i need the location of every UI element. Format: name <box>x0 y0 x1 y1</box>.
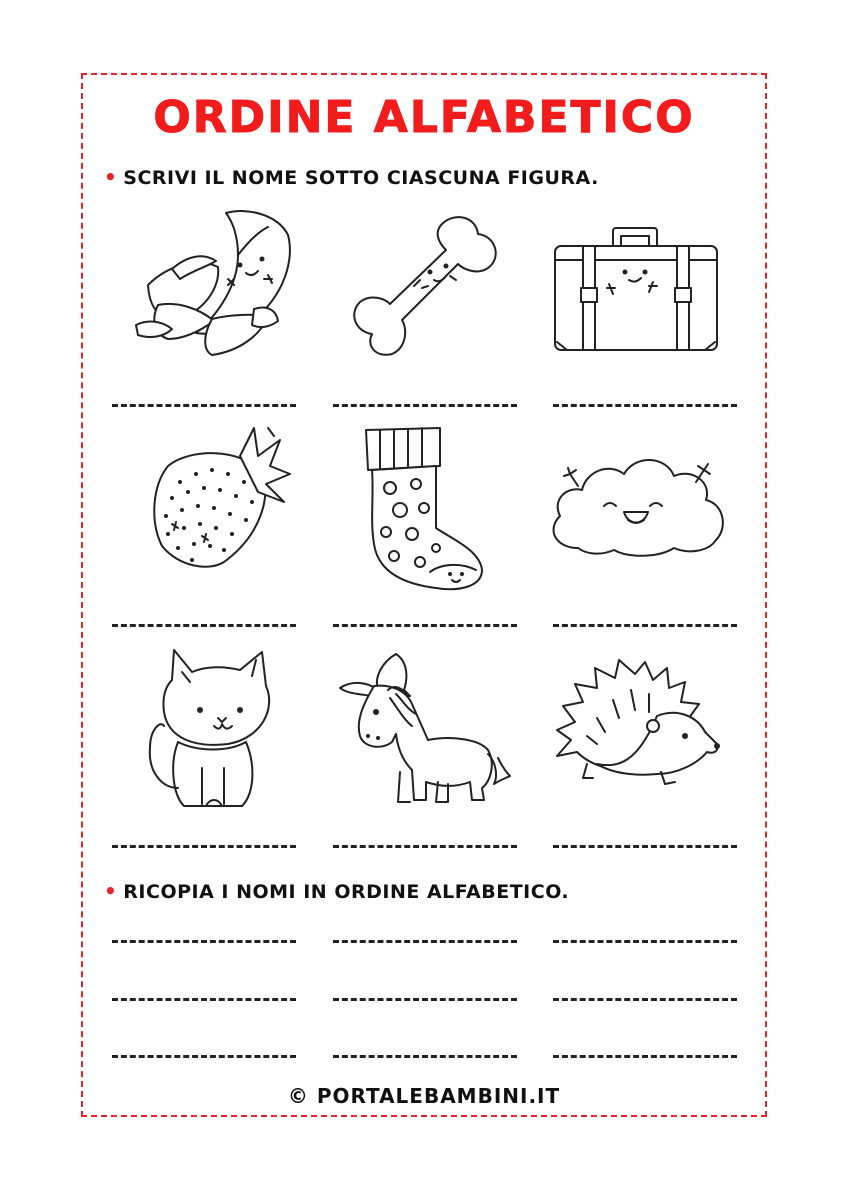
answer-line[interactable] <box>112 845 296 848</box>
cloud-icon <box>548 448 728 560</box>
suitcase-icon <box>553 226 719 356</box>
copy-line[interactable] <box>333 1055 517 1058</box>
instruction-write-names-text: SCRIVI IL NOME SOTTO CIASCUNA FIGURA. <box>123 167 599 189</box>
answer-line[interactable] <box>333 404 517 407</box>
answer-line[interactable] <box>553 845 737 848</box>
answer-line[interactable] <box>333 845 517 848</box>
bullet-icon: • <box>104 879 118 903</box>
instruction-alphabetical <box>104 879 569 903</box>
answer-line[interactable] <box>112 624 296 627</box>
copy-line[interactable] <box>112 940 296 943</box>
banana-icon <box>128 205 308 370</box>
bullet-icon: • <box>104 165 118 189</box>
answer-line[interactable] <box>333 624 517 627</box>
cat-icon <box>144 648 274 813</box>
footer-credit: © PORTALEBAMBINI.IT <box>287 1084 561 1108</box>
copy-line[interactable] <box>553 940 737 943</box>
copy-line[interactable] <box>553 998 737 1001</box>
page-title: ORDINE ALFABETICO <box>153 92 695 143</box>
donkey-icon <box>338 650 510 808</box>
answer-line[interactable] <box>553 624 737 627</box>
answer-line[interactable] <box>553 404 737 407</box>
copy-line[interactable] <box>333 940 517 943</box>
copy-line[interactable] <box>112 998 296 1001</box>
bone-icon <box>350 210 500 360</box>
answer-line[interactable] <box>112 404 296 407</box>
instruction-alphabetical-text: RICOPIA I NOMI IN ORDINE ALFABETICO. <box>123 881 570 903</box>
sock-icon <box>360 424 490 594</box>
instruction-write-names <box>104 165 599 189</box>
copy-line[interactable] <box>333 998 517 1001</box>
copy-line[interactable] <box>112 1055 296 1058</box>
hedgehog-icon <box>557 660 725 788</box>
copy-line[interactable] <box>553 1055 737 1058</box>
strawberry-icon <box>150 426 290 571</box>
